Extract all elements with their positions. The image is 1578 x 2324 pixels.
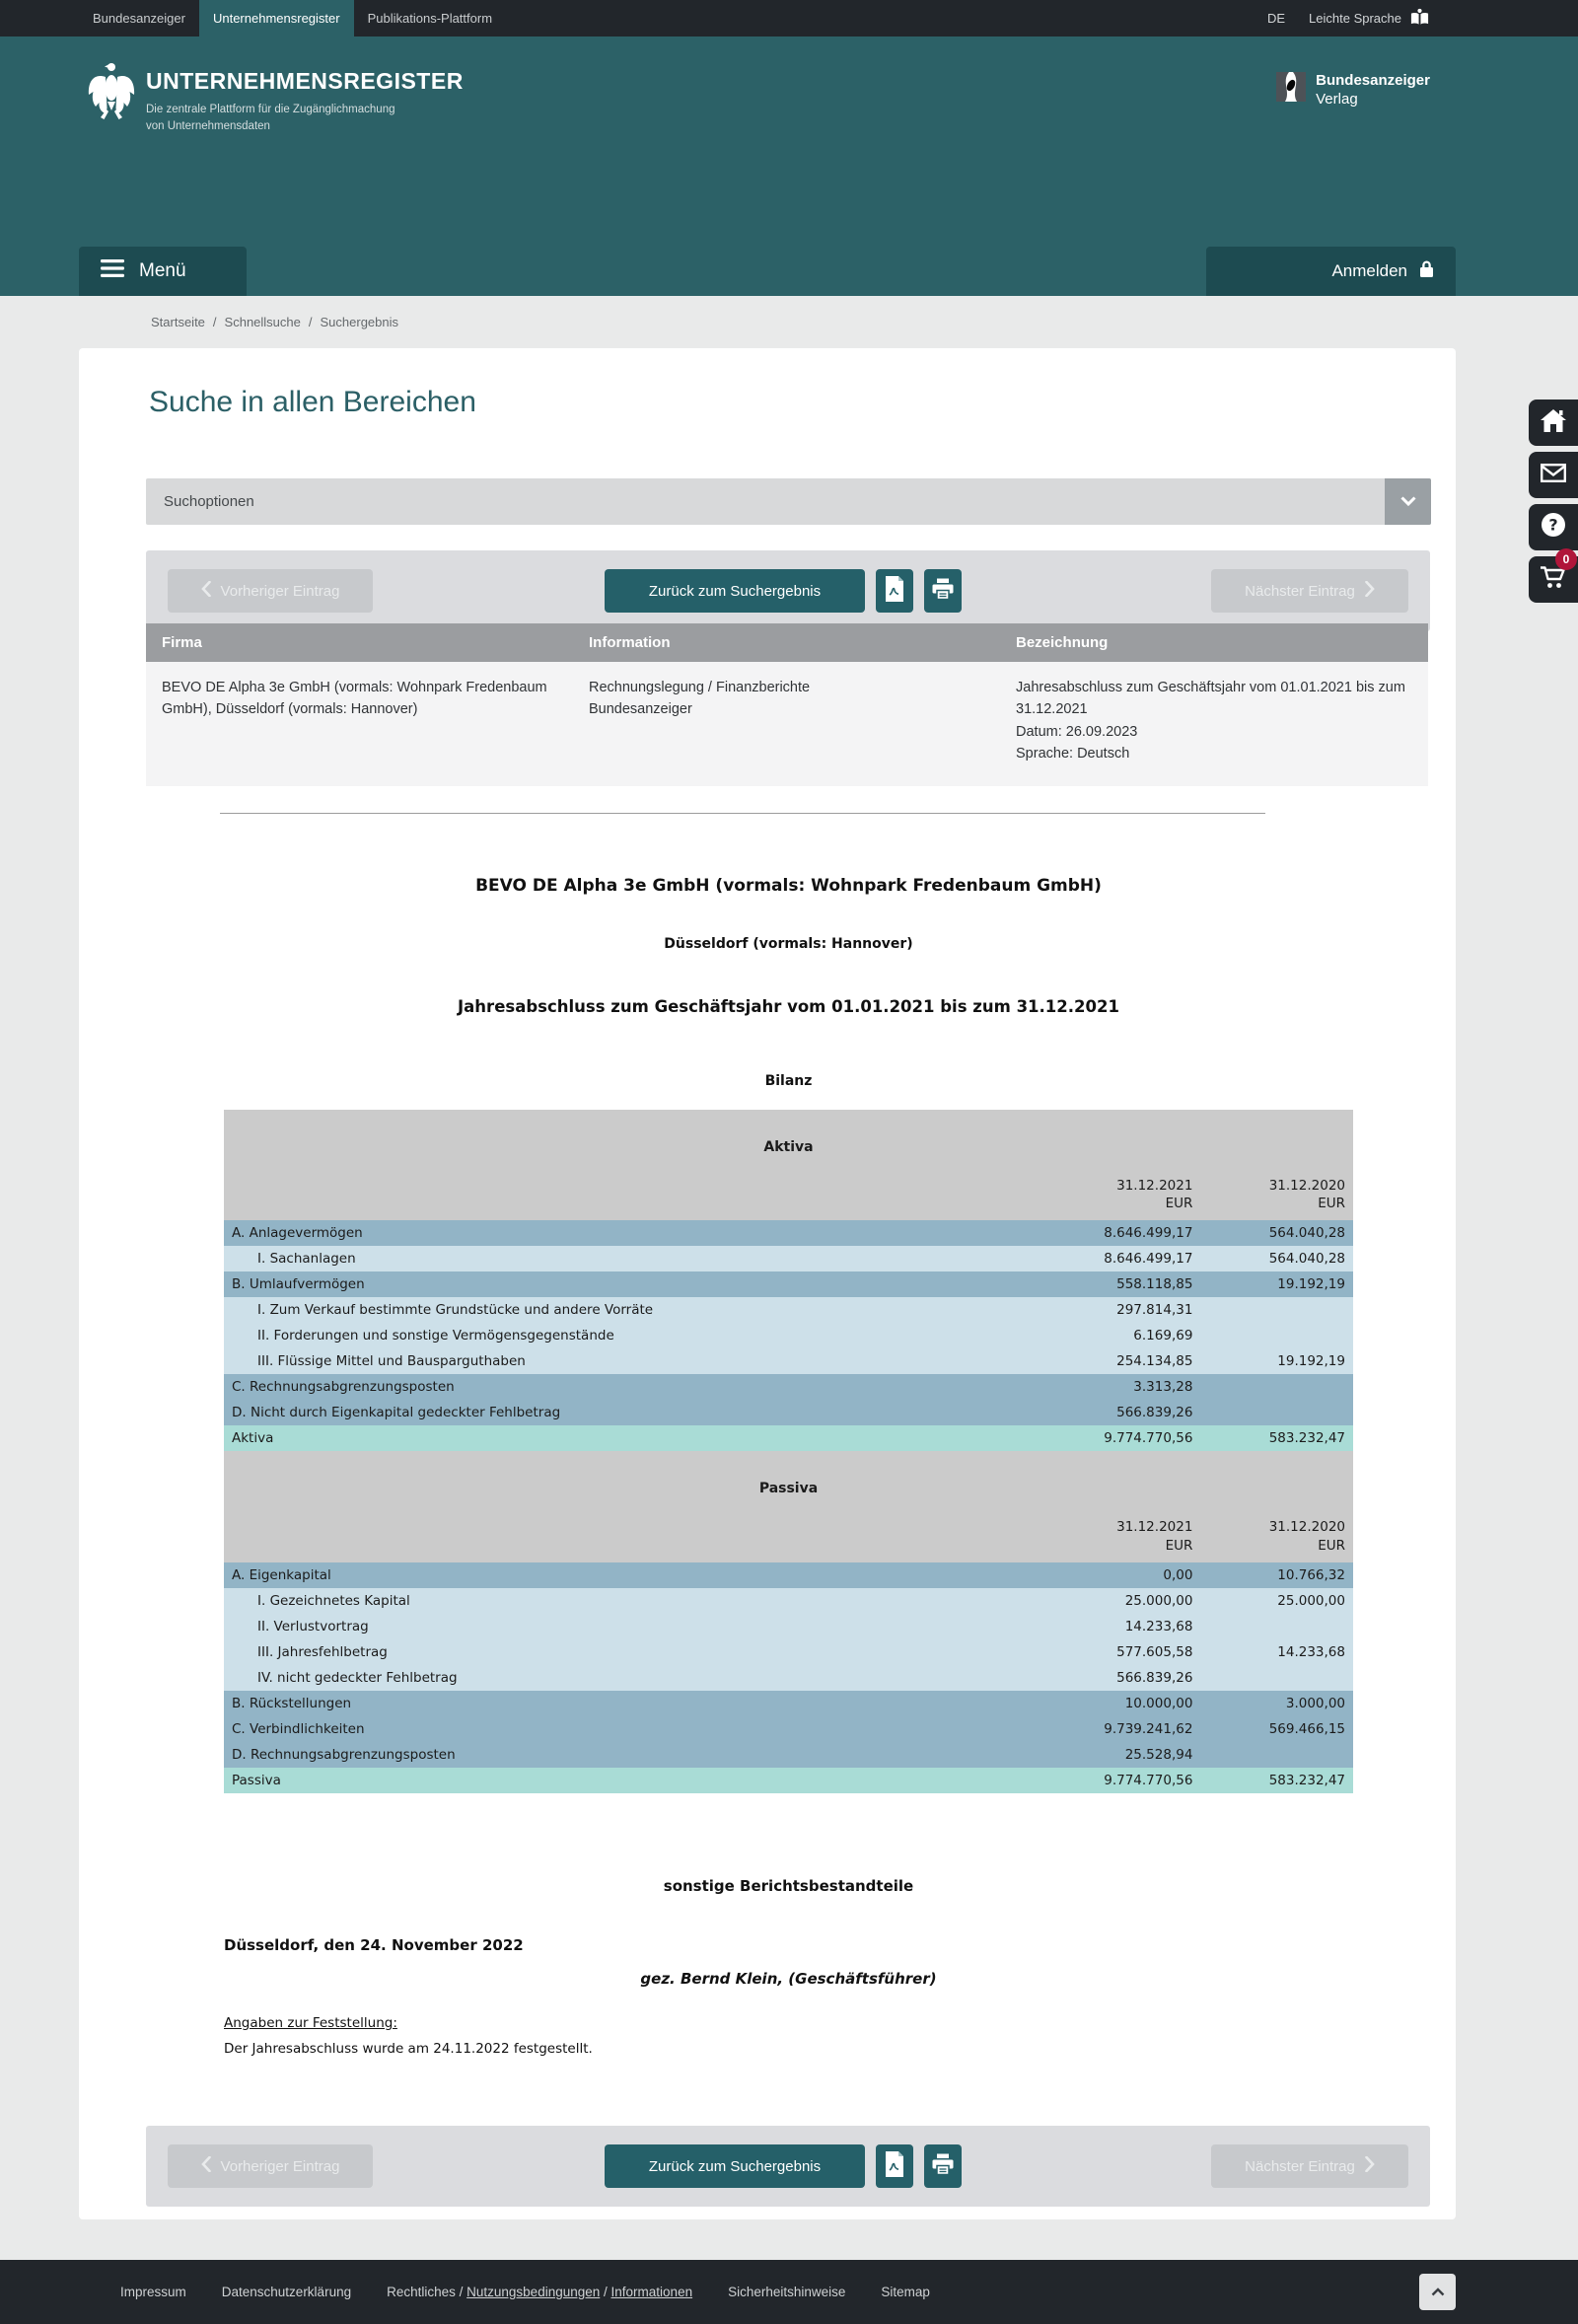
balance-row-value: 3.313,28 [856,1374,1200,1400]
balance-row-value: 9.774.770,56 [856,1768,1200,1793]
balance-row-value: 10.000,00 [856,1691,1200,1716]
balance-row-value: 297.814,31 [856,1297,1200,1323]
balance-row-label: Passiva [224,1768,856,1793]
balance-row-value: 14.233,68 [856,1614,1200,1639]
determination-heading: Angaben zur Feststellung: [224,2015,397,2031]
balance-row [224,1425,1353,1451]
easy-language-label: Leichte Sprache [1309,11,1401,26]
download-pdf-button[interactable] [876,2144,913,2188]
topbar-utilities [1267,0,1430,36]
balance-row-value [1200,1614,1353,1639]
cart-count-badge: 0 [1555,548,1577,570]
lock-icon [1419,259,1434,283]
balance-row-value: 566.839,26 [856,1400,1200,1425]
next-entry-label: Nächster Eintrag [1245,2157,1355,2175]
result-cell-bezeichnung [1000,662,1428,786]
balance-row [224,1742,1353,1768]
balance-section-title: Passiva [224,1451,1353,1518]
pdf-file-icon [884,576,905,607]
balance-row-label: I. Zum Verkauf bestimmte Grundstücke und andere Vorräte [224,1297,856,1323]
print-button[interactable] [924,2144,962,2188]
footer-links [120,2260,930,2324]
bundesanzeiger-verlag-icon [1276,72,1306,107]
footer-link[interactable]: Datenschutzerklärung [221,2285,352,2299]
balance-row-value: 558.118,85 [856,1271,1200,1297]
other-report-parts-heading: sonstige Berichtsbestandteile [663,1877,914,1895]
breadcrumb-item-suchergebnis: Suchergebnis [320,315,398,329]
result-cell-information [573,662,1000,786]
back-to-results-label: Zurück zum Suchergebnis [648,2157,822,2175]
chevron-right-icon [1365,2156,1375,2176]
balance-col-header-2020: 31.12.2020 EUR [1200,1518,1353,1561]
document-city-heading: Düsseldorf (vormals: Hannover) [664,936,913,952]
balance-row [224,1691,1353,1716]
print-button[interactable] [924,569,962,613]
language-selector[interactable]: DE [1266,11,1286,26]
site-header [0,36,1578,296]
login-button-label: Anmelden [1331,261,1407,280]
balance-row-value [1200,1742,1353,1768]
balance-sheet-passiva-table [224,1451,1353,1792]
balance-row-label: III. Flüssige Mittel und Bausparguthaben [224,1348,856,1374]
next-entry-button[interactable] [1211,2144,1408,2188]
balance-row [224,1323,1353,1348]
printer-icon [931,2152,955,2181]
previous-entry-label: Vorheriger Eintrag [220,582,340,600]
balance-row-label: I. Sachanlagen [224,1246,856,1271]
column-header-firma: Firma [146,623,573,662]
information-line1: Rechnungslegung / Finanzberichte [589,680,811,695]
balance-row [224,1374,1353,1400]
balance-row-value [1200,1665,1353,1691]
publisher-logo [1276,72,1430,109]
mail-icon [1541,464,1566,487]
balance-row-label: III. Jahresfehlbetrag [224,1639,856,1665]
download-pdf-button[interactable] [876,569,913,613]
footer [0,2260,1578,2324]
balance-row-value: 8.646.499,17 [856,1220,1200,1246]
balance-row-value: 564.040,28 [1200,1220,1353,1246]
previous-entry-label: Vorheriger Eintrag [220,2157,340,2175]
chevron-right-icon [1365,581,1375,601]
contact-button[interactable] [1529,452,1578,498]
column-header-information: Information [573,623,1000,662]
search-options-label: Suchoptionen [164,493,254,510]
balance-sheet-title: Bilanz [764,1073,813,1089]
open-book-icon [1409,8,1430,30]
balance-row-value [1200,1400,1353,1425]
balance-row [224,1400,1353,1425]
printer-icon [931,577,955,606]
balance-row-label: A. Eigenkapital [224,1562,856,1588]
back-to-results-button[interactable] [605,2144,865,2188]
tab-unternehmensregister[interactable]: Unternehmensregister [199,0,354,36]
pager-bar-top [146,550,1430,631]
table-row [146,662,1428,786]
balance-row [224,1562,1353,1588]
balance-row-value [1200,1323,1353,1348]
chevron-left-icon [201,2156,211,2176]
balance-row-value: 10.766,32 [1200,1562,1353,1588]
balance-sheet-aktiva-table [224,1110,1353,1451]
bezeichnung-datum: Datum: 26.09.2023 [1016,723,1138,740]
balance-row [224,1348,1353,1374]
site-subtitle-line1: Die zentrale Plattform für die Zugänglichmachung [146,104,395,115]
footer-link[interactable]: Sitemap [881,2285,930,2299]
home-icon [1541,409,1566,437]
tab-bundesanzeiger[interactable]: Bundesanzeiger [93,11,185,26]
help-button[interactable] [1529,504,1578,550]
site-branding [146,68,464,136]
hamburger-icon [101,259,124,283]
pager-bar-bottom [146,2126,1430,2207]
balance-col-header-empty [224,1177,856,1220]
balance-row-value: 564.040,28 [1200,1246,1353,1271]
column-header-bezeichnung: Bezeichnung [1000,623,1428,662]
document-report-title: Jahresabschluss zum Geschäftsjahr vom 01.01.2021 bis zum 31.12.2021 [458,997,1119,1016]
breadcrumb-separator: / [308,315,313,329]
breadcrumb-item-startseite[interactable]: Startseite [151,315,205,329]
balance-row-value: 25.000,00 [856,1588,1200,1614]
balance-row-value: 583.232,47 [1200,1768,1353,1793]
balance-row-value: 569.466,15 [1200,1716,1353,1742]
login-button[interactable] [1206,247,1456,296]
portal-tabs [79,0,506,36]
balance-col-header-2021: 31.12.2021 EUR [856,1177,1200,1220]
easy-language-link[interactable] [1309,8,1430,30]
balance-row [224,1588,1353,1614]
menu-button[interactable] [79,247,247,296]
balance-row-label: B. Rückstellungen [224,1691,856,1716]
result-cell-firma: BEVO DE Alpha 3e GmbH (vormals: Wohnpark Fredenbaum GmbH), Düsseldorf (vormals: Hannover) [146,662,573,786]
footer-link[interactable]: Impressum [120,2285,186,2299]
floating-tool-rail [1529,399,1578,609]
breadcrumb-separator: / [212,315,217,329]
balance-row-label: C. Verbindlichkeiten [224,1716,856,1742]
balance-row [224,1716,1353,1742]
balance-section-title: Aktiva [224,1110,1353,1177]
balance-row-value: 9.739.241,62 [856,1716,1200,1742]
balance-row [224,1297,1353,1323]
help-icon [1541,512,1566,543]
next-entry-button[interactable] [1211,569,1408,613]
balance-row-value: 254.134,85 [856,1348,1200,1374]
next-entry-label: Nächster Eintrag [1245,582,1355,600]
balance-row-value: 8.646.499,17 [856,1246,1200,1271]
balance-row-value: 583.232,47 [1200,1425,1353,1451]
balance-row [224,1665,1353,1691]
balance-row-value: 566.839,26 [856,1665,1200,1691]
menu-button-label: Menü [139,260,186,281]
document-company-heading: BEVO DE Alpha 3e GmbH (vormals: Wohnpark Fredenbaum GmbH) [475,876,1102,896]
balance-sheet [224,1110,1353,1793]
balance-row-label: C. Rechnungsabgrenzungsposten [224,1374,856,1400]
balance-row-label: II. Verlustvortrag [224,1614,856,1639]
top-navigation-bar [0,0,1578,36]
balance-row-value: 3.000,00 [1200,1691,1353,1716]
balance-row [224,1768,1353,1793]
bezeichnung-text: Jahresabschluss zum Geschäftsjahr vom 01.01.2021 bis zum 31.12.2021 [1016,680,1405,718]
balance-row-value: 14.233,68 [1200,1639,1353,1665]
balance-row-label: IV. nicht gedeckter Fehlbetrag [224,1665,856,1691]
balance-row-value: 19.192,19 [1200,1271,1353,1297]
balance-row-label: D. Rechnungsabgrenzungsposten [224,1742,856,1768]
footer-link[interactable]: Sicherheitshinweise [728,2285,846,2299]
scroll-to-top-button[interactable] [1419,2274,1456,2310]
svg-text:?: ? [1548,515,1558,535]
balance-row-value: 25.528,94 [856,1742,1200,1768]
balance-col-header-empty [224,1518,856,1561]
previous-entry-button[interactable] [168,569,373,613]
balance-row-label: B. Umlaufvermögen [224,1271,856,1297]
search-options-toggle-button[interactable] [1385,478,1431,525]
balance-row-value: 0,00 [856,1562,1200,1588]
home-button[interactable] [1529,399,1578,446]
balance-row-label: II. Forderungen und sonstige Vermögensgegenstände [224,1323,856,1348]
document-place-date: Düsseldorf, den 24. November 2022 [224,1936,524,1954]
balance-row [224,1271,1353,1297]
footer-link[interactable]: Rechtliches / Nutzungsbedingungen / Informationen [387,2285,693,2299]
search-options-accordion[interactable] [146,478,1431,525]
pdf-file-icon [884,2151,905,2182]
previous-entry-button[interactable] [168,2144,373,2188]
page-title: Suche in allen Bereichen [149,386,476,418]
document-divider [220,813,1265,814]
balance-col-header-2021: 31.12.2021 EUR [856,1518,1200,1561]
balance-row-value: 577.605,58 [856,1639,1200,1665]
balance-row [224,1246,1353,1271]
back-to-results-button[interactable] [605,569,865,613]
chevron-left-icon [201,581,211,601]
search-result-table [146,623,1428,786]
content-card [79,348,1456,2219]
balance-row-label: D. Nicht durch Eigenkapital gedeckter Fehlbetrag [224,1400,856,1425]
balance-row-label: A. Anlagevermögen [224,1220,856,1246]
tab-publikations-plattform[interactable]: Publikations-Plattform [367,11,493,26]
balance-row-value: 9.774.770,56 [856,1425,1200,1451]
back-to-results-label: Zurück zum Suchergebnis [648,582,822,600]
information-line2: Bundesanzeiger [589,701,692,718]
publisher-name-line1: Bundesanzeiger [1316,72,1430,89]
determination-text: Der Jahresabschluss wurde am 24.11.2022 festgestellt. [224,2041,593,2057]
site-subtitle-line2: von Unternehmensdaten [146,120,270,133]
balance-row-label: Aktiva [224,1425,856,1451]
balance-row-value [1200,1374,1353,1400]
balance-row-value: 25.000,00 [1200,1588,1353,1614]
balance-row [224,1220,1353,1246]
balance-row [224,1639,1353,1665]
balance-row-value: 19.192,19 [1200,1348,1353,1374]
balance-row-value: 6.169,69 [856,1323,1200,1348]
balance-row-label: I. Gezeichnetes Kapital [224,1588,856,1614]
balance-row-value [1200,1297,1353,1323]
federal-eagle-icon [87,60,136,128]
site-title: UNTERNEHMENSREGISTER [146,68,464,94]
chevron-up-icon [1431,2284,1445,2301]
breadcrumb-item-schnellsuche[interactable]: Schnellsuche [224,315,301,329]
publisher-name-line2: Verlag [1316,90,1358,108]
cart-button[interactable] [1529,552,1578,603]
balance-col-header-2020: 31.12.2020 EUR [1200,1177,1353,1220]
document-signature: gez. Bernd Klein, (Geschäftsführer) [640,1970,937,1988]
balance-row [224,1614,1353,1639]
chevron-down-icon [1400,493,1416,511]
bezeichnung-sprache: Sprache: Deutsch [1016,746,1130,763]
breadcrumb [151,315,398,329]
